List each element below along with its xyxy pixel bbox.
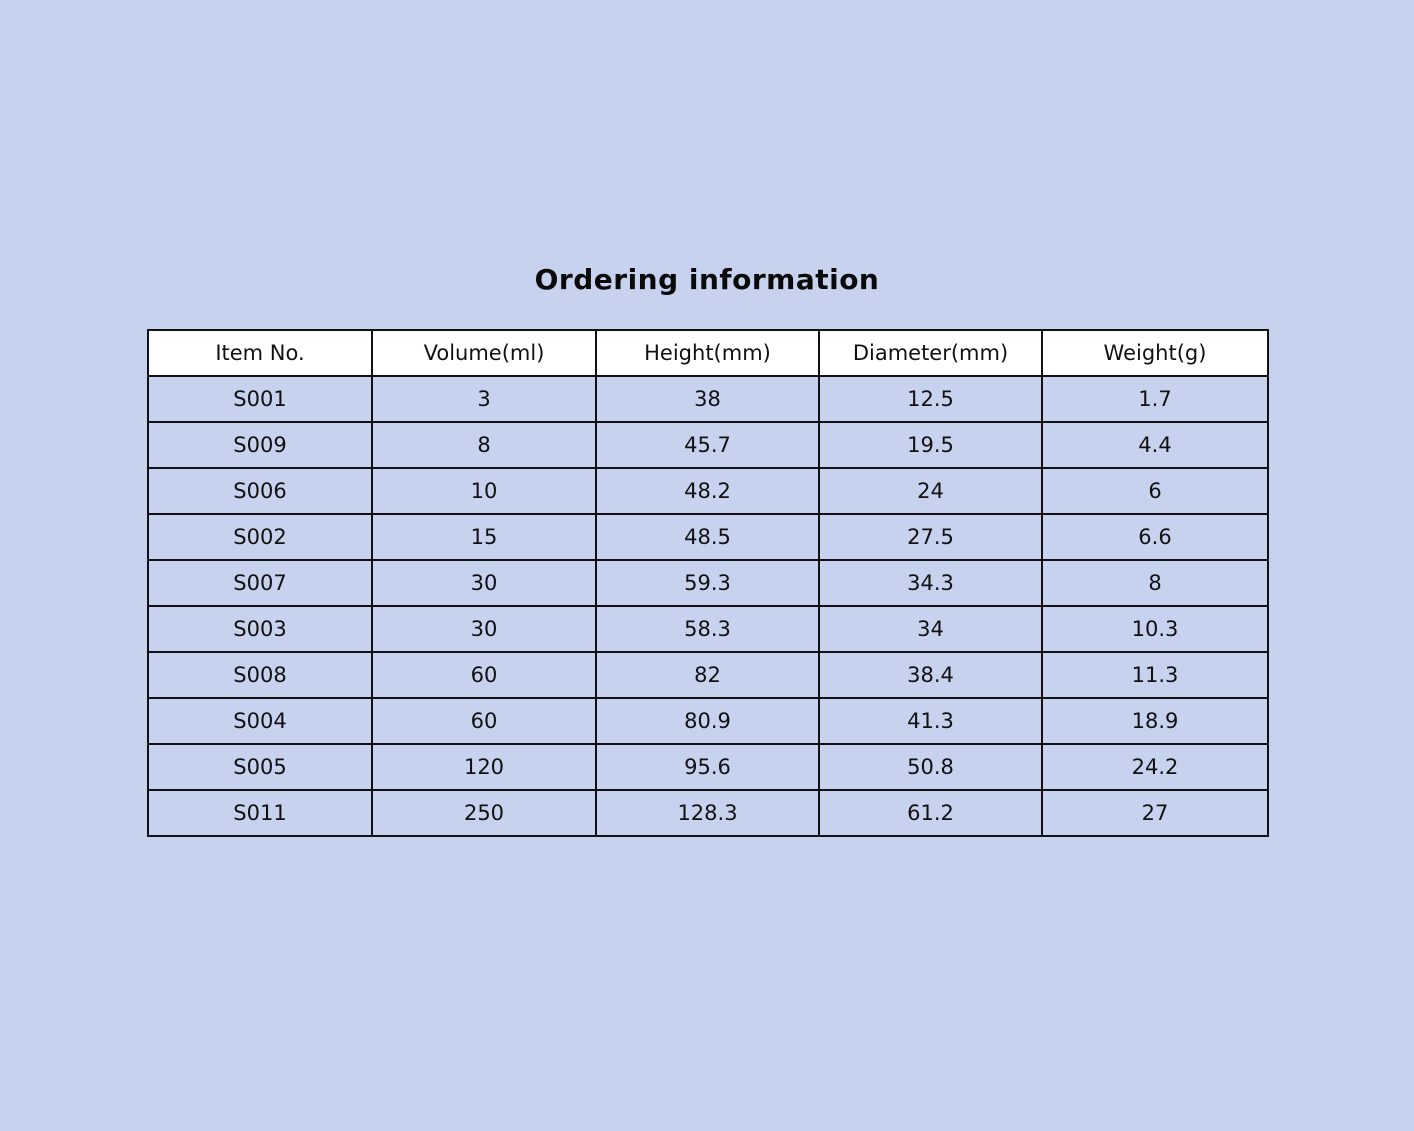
cell-diameter: 24 <box>819 468 1042 514</box>
cell-diameter: 41.3 <box>819 698 1042 744</box>
cell-height: 48.2 <box>596 468 819 514</box>
cell-height: 38 <box>596 376 819 422</box>
table-row <box>148 560 1268 606</box>
header-weight: Weight(g) <box>1042 330 1268 376</box>
cell-height: 95.6 <box>596 744 819 790</box>
cell-height: 82 <box>596 652 819 698</box>
cell-height: 45.7 <box>596 422 819 468</box>
cell-item-no: S007 <box>148 560 372 606</box>
cell-diameter: 38.4 <box>819 652 1042 698</box>
cell-weight: 4.4 <box>1042 422 1268 468</box>
cell-item-no: S002 <box>148 514 372 560</box>
table-row <box>148 514 1268 560</box>
cell-diameter: 19.5 <box>819 422 1042 468</box>
cell-weight: 18.9 <box>1042 698 1268 744</box>
cell-weight: 27 <box>1042 790 1268 836</box>
cell-volume: 30 <box>372 560 596 606</box>
table-row <box>148 744 1268 790</box>
cell-height: 48.5 <box>596 514 819 560</box>
cell-height: 80.9 <box>596 698 819 744</box>
header-height: Height(mm) <box>596 330 819 376</box>
table-header-row <box>148 330 1268 376</box>
cell-item-no: S001 <box>148 376 372 422</box>
cell-volume: 15 <box>372 514 596 560</box>
cell-volume: 120 <box>372 744 596 790</box>
cell-weight: 6 <box>1042 468 1268 514</box>
table-row <box>148 468 1268 514</box>
cell-diameter: 50.8 <box>819 744 1042 790</box>
table-row <box>148 698 1268 744</box>
cell-weight: 8 <box>1042 560 1268 606</box>
cell-weight: 6.6 <box>1042 514 1268 560</box>
cell-diameter: 34.3 <box>819 560 1042 606</box>
cell-item-no: S008 <box>148 652 372 698</box>
cell-volume: 250 <box>372 790 596 836</box>
header-diameter: Diameter(mm) <box>819 330 1042 376</box>
page-title: Ordering information <box>534 263 880 296</box>
header-item-no: Item No. <box>148 330 372 376</box>
cell-item-no: S005 <box>148 744 372 790</box>
cell-diameter: 27.5 <box>819 514 1042 560</box>
cell-volume: 10 <box>372 468 596 514</box>
table-row <box>148 422 1268 468</box>
cell-volume: 60 <box>372 652 596 698</box>
cell-diameter: 61.2 <box>819 790 1042 836</box>
cell-item-no: S009 <box>148 422 372 468</box>
cell-item-no: S003 <box>148 606 372 652</box>
table-row <box>148 606 1268 652</box>
cell-diameter: 34 <box>819 606 1042 652</box>
cell-item-no: S004 <box>148 698 372 744</box>
cell-volume: 8 <box>372 422 596 468</box>
cell-volume: 3 <box>372 376 596 422</box>
cell-height: 128.3 <box>596 790 819 836</box>
cell-weight: 10.3 <box>1042 606 1268 652</box>
table-row <box>148 652 1268 698</box>
header-volume: Volume(ml) <box>372 330 596 376</box>
cell-weight: 11.3 <box>1042 652 1268 698</box>
cell-diameter: 12.5 <box>819 376 1042 422</box>
cell-volume: 30 <box>372 606 596 652</box>
cell-item-no: S006 <box>148 468 372 514</box>
ordering-table <box>147 329 1269 837</box>
table-row <box>148 376 1268 422</box>
cell-item-no: S011 <box>148 790 372 836</box>
cell-weight: 1.7 <box>1042 376 1268 422</box>
cell-weight: 24.2 <box>1042 744 1268 790</box>
cell-height: 59.3 <box>596 560 819 606</box>
table-row <box>148 790 1268 836</box>
cell-height: 58.3 <box>596 606 819 652</box>
cell-volume: 60 <box>372 698 596 744</box>
